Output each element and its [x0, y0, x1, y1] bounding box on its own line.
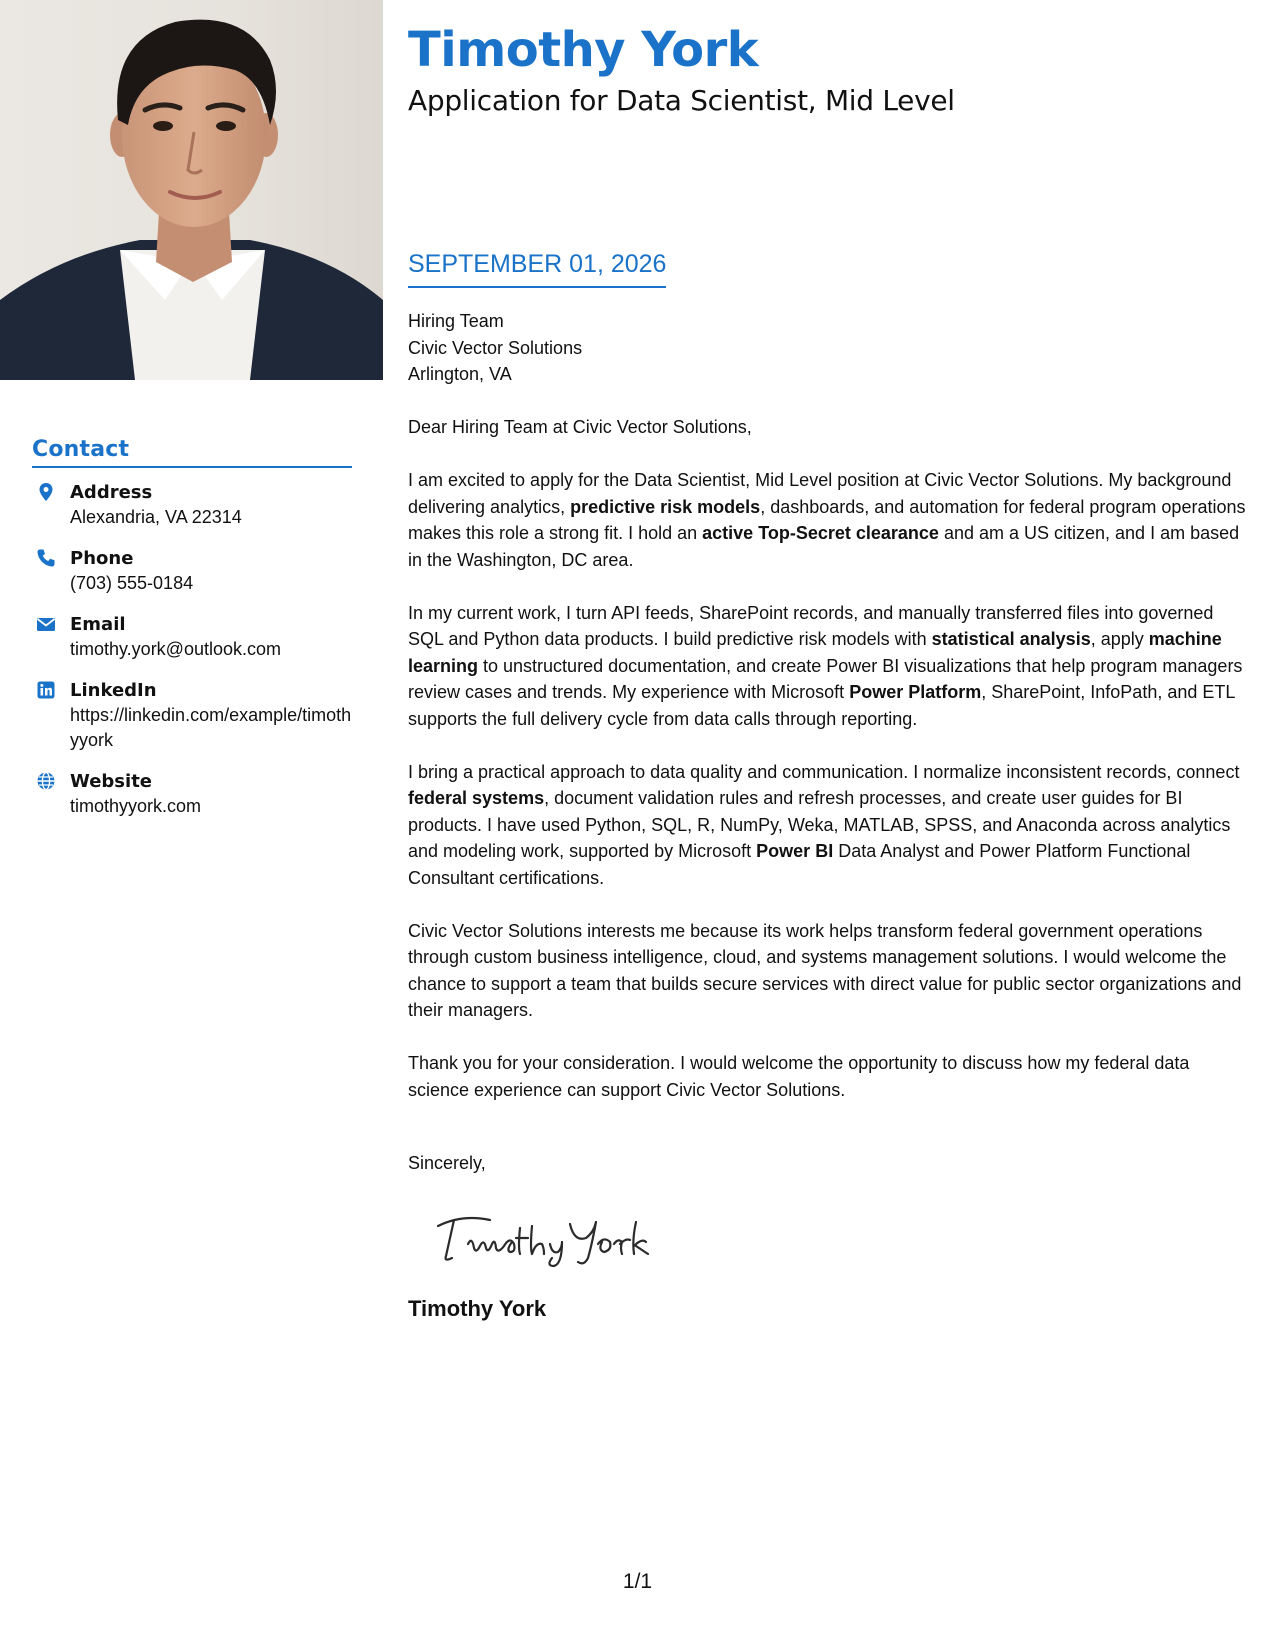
contact-item-website [32, 769, 352, 819]
phone-value: (703) 555-0184 [70, 573, 194, 593]
contact-label: Website [70, 771, 153, 792]
contact-item-email [32, 612, 352, 662]
letter-paragraph [408, 600, 1248, 733]
paragraph-text: Data Analyst and Power Platform Functional Consultant certifications. [408, 841, 1191, 888]
map-pin-icon [36, 482, 56, 502]
emphasis-text: statistical analysis [931, 629, 1091, 649]
emphasis-text: federal systems [408, 788, 545, 808]
paragraph-text: , apply [1090, 629, 1149, 649]
applicant-name: Timothy York [408, 22, 759, 78]
paragraph-text: to unstructured documentation, and create Power BI visualizations that help program managers review cases and trends. My experience with Microsoft [408, 655, 1243, 702]
contact-list [32, 480, 352, 819]
contact-label: Email [70, 614, 126, 635]
website-link[interactable]: timothyyork.com [70, 796, 202, 816]
paragraph-text: I am excited to apply for the Data Scientist, Mid Level position at Civic Vector Solutions. My background delivering analytics, [408, 470, 1232, 517]
emphasis-text: active Top-Secret clearance [702, 523, 939, 543]
recipient-location: Arlington, VA [408, 364, 512, 384]
recipient-line: Hiring Team [408, 311, 504, 331]
email-link[interactable]: timothy.york@outlook.com [70, 639, 282, 659]
contact-label: Phone [70, 548, 134, 569]
handwritten-signature [432, 1208, 662, 1268]
letter-paragraphs [408, 467, 1248, 1103]
portrait-photo [0, 0, 383, 380]
envelope-icon [36, 614, 56, 634]
contact-section [32, 437, 352, 835]
letter-body [408, 414, 1248, 1130]
page-number: 1/1 [622, 1570, 653, 1593]
paragraph-text: and am a US citizen, and I am based in the Washington, DC area. [408, 523, 1240, 570]
recipient-company: Civic Vector Solutions [408, 337, 583, 358]
emphasis-text: Power Platform [849, 682, 982, 702]
emphasis-text: predictive risk models [570, 496, 761, 517]
letter-paragraph [408, 759, 1248, 892]
globe-icon [36, 771, 56, 791]
contact-label: Address [70, 482, 153, 503]
contact-item-address [32, 480, 352, 530]
contact-heading: Contact [32, 437, 352, 468]
contact-item-linkedin [32, 678, 352, 753]
paragraph-text: , SharePoint, InfoPath, and ETL supports the full delivery cycle from data calls through reporting. [408, 682, 1235, 729]
address-value: Alexandria, VA 22314 [70, 507, 242, 527]
application-subtitle: Application for Data Scientist, Mid Level [408, 84, 955, 117]
letter-paragraph [408, 467, 1248, 573]
letter-paragraph [408, 1050, 1248, 1103]
linkedin-link[interactable]: https://linkedin.com/example/timothyyork [70, 705, 352, 750]
letter-date: SEPTEMBER 01, 2026 [408, 250, 666, 288]
contact-item-phone [32, 546, 352, 596]
emphasis-text: machine learning [408, 629, 1222, 676]
paragraph-text: , document validation rules and refresh processes, and create user guides for BI products. I have used Python, SQL, R, NumPy, Weka, MATLAB, SPSS, and Anaconda across analytics and modeling work, supported by Microsoft [408, 788, 1231, 861]
paragraph-text: , dashboards, and automation for federal program operations makes this role a strong fit. I hold an [408, 496, 1246, 543]
paragraph-text: In my current work, I turn API feeds, SharePoint records, and manually transferred files into governed SQL and Python data products. I build predictive risk models with [408, 602, 1214, 649]
profile-photo [0, 0, 383, 380]
signer-name: Timothy York [408, 1296, 547, 1321]
sidebar [0, 0, 383, 1650]
phone-icon [36, 548, 56, 568]
letter-paragraph [408, 918, 1248, 1024]
contact-label: LinkedIn [70, 680, 157, 701]
paragraph-text: Thank you for your consideration. I would welcome the opportunity to discuss how my federal data science experience can support Civic Vector Solutions. [408, 1053, 1190, 1100]
salutation: Dear Hiring Team at Civic Vector Solutions, [408, 417, 752, 437]
signature [432, 1208, 662, 1273]
paragraph-text: I bring a practical approach to data quality and communication. I normalize inconsistent records, connect [408, 761, 1240, 782]
closing: Sincerely, [408, 1153, 486, 1173]
paragraph-text: Civic Vector Solutions interests me because its work helps transform federal government operations through custom business intelligence, cloud, and systems management solutions. I would welcome the chance to support a team that builds secure services with direct value for public sector organizations and their managers. [408, 920, 1242, 1020]
linkedin-icon [36, 680, 56, 700]
recipient-block [408, 308, 582, 388]
emphasis-text: Power BI [756, 841, 834, 861]
